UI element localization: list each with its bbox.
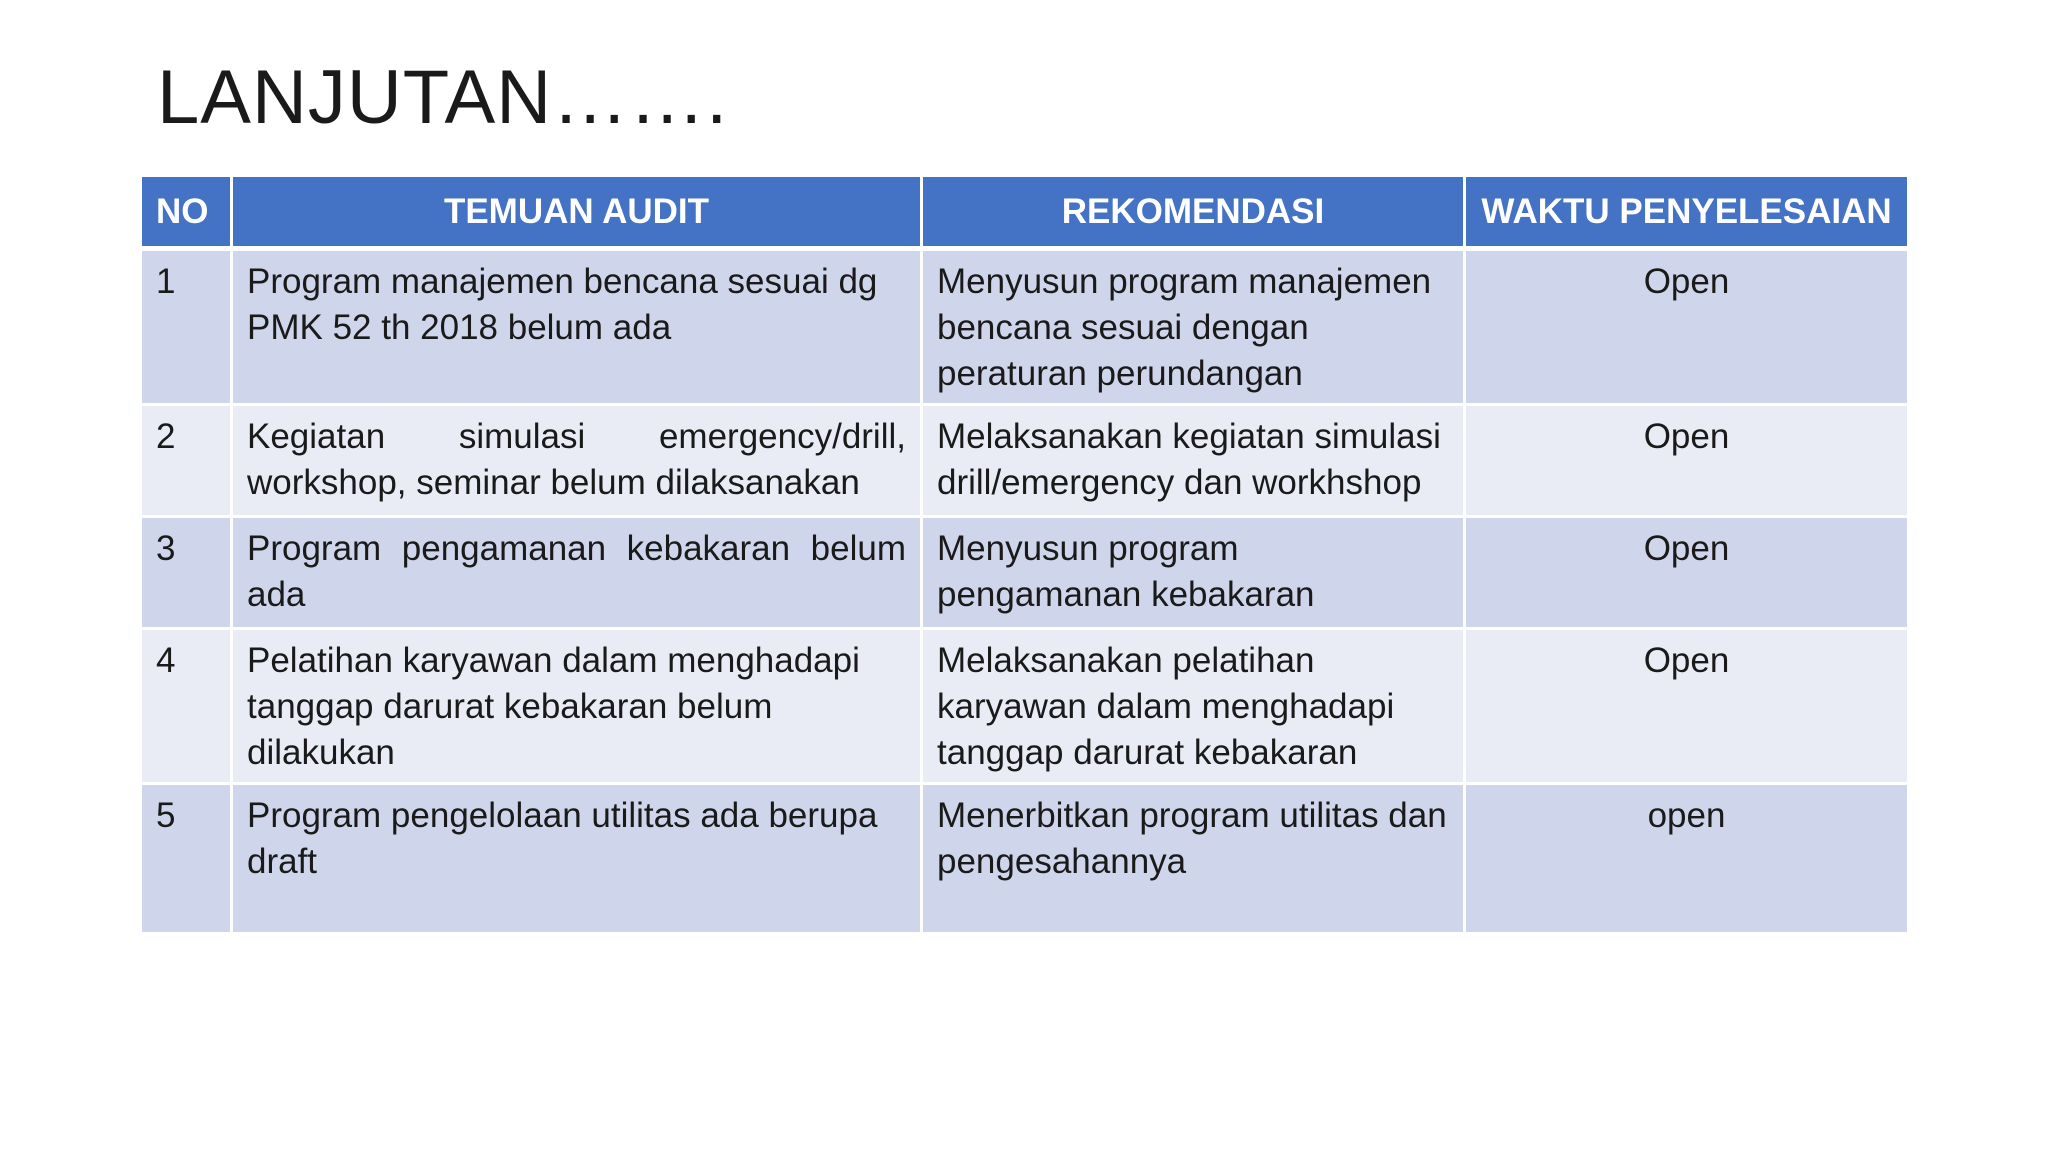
cell-rekomendasi: Melaksanakan pelatihan karyawan dalam menghadapi tanggap darurat kebakaran	[923, 630, 1466, 785]
table-row	[142, 251, 1907, 406]
cell-temuan-audit: Program manajemen bencana sesuai dg PMK 52 th 2018 belum ada	[233, 251, 923, 406]
cell-no: 1	[142, 251, 233, 406]
cell-rekomendasi: Melaksanakan kegiatan simulasi drill/emergency dan workhshop	[923, 406, 1466, 518]
cell-no: 5	[142, 785, 233, 935]
header-temuan-audit: TEMUAN AUDIT	[233, 177, 923, 251]
cell-rekomendasi: Menyusun program manajemen bencana sesuai dengan peraturan perundangan	[923, 251, 1466, 406]
header-no: NO	[142, 177, 233, 251]
header-waktu-penyelesaian: WAKTU PENYELESAIAN	[1466, 177, 1907, 251]
cell-no: 2	[142, 406, 233, 518]
cell-temuan-audit: Pelatihan karyawan dalam menghadapi tanggap darurat kebakaran belum dilakukan	[233, 630, 923, 785]
slide-title: LANJUTAN…….	[157, 55, 729, 140]
cell-no: 3	[142, 518, 233, 630]
cell-waktu-penyelesaian: open	[1466, 785, 1907, 935]
header-rekomendasi: REKOMENDASI	[923, 177, 1466, 251]
cell-temuan-audit: Program pengamanan kebakaran belum ada	[233, 518, 923, 630]
cell-rekomendasi: Menyusun program pengamanan kebakaran	[923, 518, 1466, 630]
table-header-row	[142, 177, 1907, 251]
cell-temuan-audit: Kegiatan simulasi emergency/drill, workshop, seminar belum dilaksanakan	[233, 406, 923, 518]
table-row	[142, 518, 1907, 630]
cell-no: 4	[142, 630, 233, 785]
cell-waktu-penyelesaian: Open	[1466, 518, 1907, 630]
cell-rekomendasi: Menerbitkan program utilitas dan pengesahannya	[923, 785, 1466, 935]
cell-temuan-audit: Program pengelolaan utilitas ada berupa draft	[233, 785, 923, 935]
table-row	[142, 785, 1907, 935]
cell-waktu-penyelesaian: Open	[1466, 251, 1907, 406]
cell-waktu-penyelesaian: Open	[1466, 630, 1907, 785]
table-row	[142, 406, 1907, 518]
cell-waktu-penyelesaian: Open	[1466, 406, 1907, 518]
table-row	[142, 630, 1907, 785]
audit-findings-table	[142, 177, 1907, 935]
